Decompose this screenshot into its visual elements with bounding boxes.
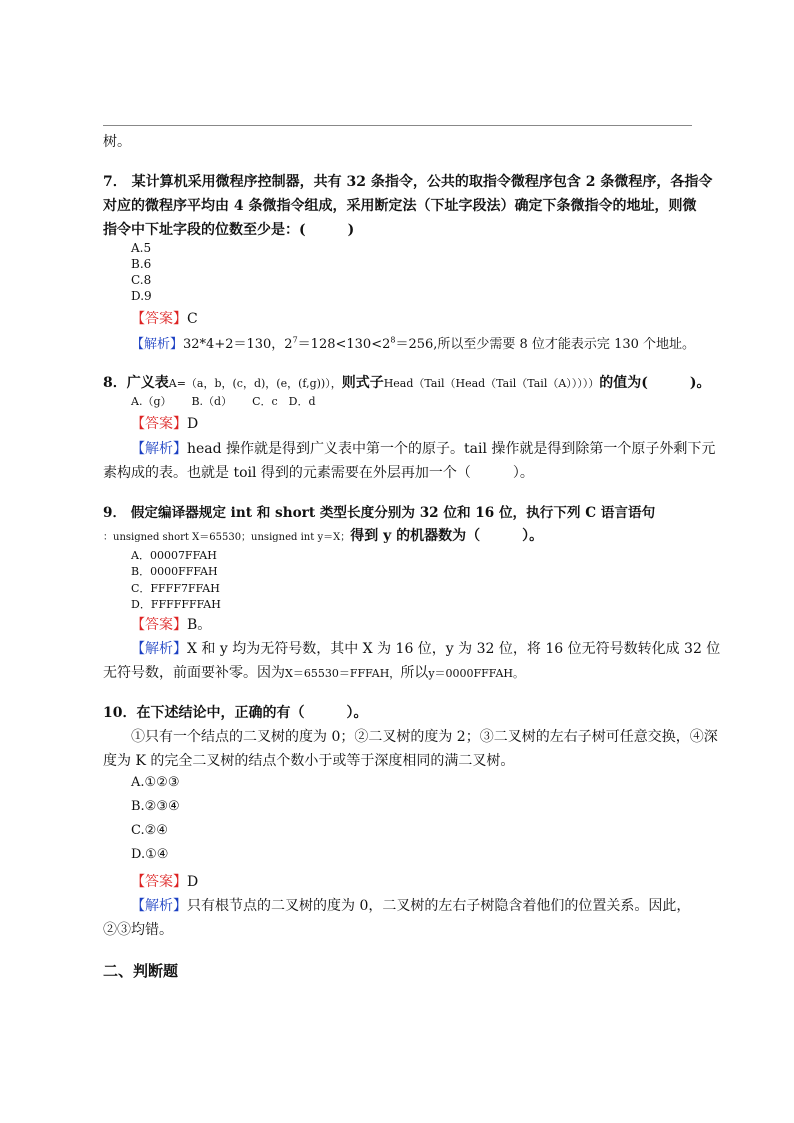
q10-option-c: C.②④: [131, 823, 168, 838]
superscript: 8: [390, 335, 396, 345]
q9-option-a: A．00007FFAH: [131, 549, 217, 562]
analysis-text: ＝128<130<2: [297, 337, 391, 352]
q9-analysis-line2: [103, 662, 524, 682]
intro-text: 树。: [103, 134, 131, 150]
q7-stem-line3: 指令中下址字段的位数至少是：( ): [103, 222, 355, 238]
q10-analysis-line1: [131, 895, 690, 915]
answer-tag: 【答案】: [131, 416, 187, 432]
stem-text: 得到 y 的机器数为（ ）。: [350, 528, 544, 544]
stem-text: 的值为( )。: [599, 375, 711, 391]
analysis-tag: 【解析】: [131, 441, 187, 457]
q10-stem: 10．在下述结论中，正确的有（ ）。: [103, 705, 368, 721]
q7-analysis: [131, 333, 695, 352]
analysis-text: 32*4+2＝130，2: [183, 337, 293, 352]
superscript: 7: [292, 335, 298, 345]
q9-stem-line1: 9． 假定编译器规定 int 和 short 类型长度分别为 32 位和 16 位，执行下列 C 语言语句: [103, 505, 656, 521]
answer-tag: 【答案】: [131, 874, 187, 890]
q10-option-b: B.②③④: [131, 799, 180, 814]
q7-option-b: B.6: [131, 257, 152, 271]
q7-option-a: A.5: [131, 241, 152, 255]
analysis-expression: y＝0000FFFAH。: [428, 667, 524, 680]
q10-option-a: A.①②③: [131, 775, 180, 790]
stem-text: 则式子: [341, 375, 384, 391]
q8-analysis-line1: [131, 438, 715, 458]
question-number: 8．: [103, 375, 127, 391]
q7-option-c: C.8: [131, 273, 152, 287]
q10-option-d: D.①④: [131, 847, 169, 862]
q7-stem-line1: 7． 某计算机采用微程序控制器，共有 32 条指令，公共的取指令微程序包含 2 条微程序，各指令: [103, 174, 713, 190]
answer-tag: 【答案】: [131, 311, 187, 327]
section-heading: 二、判断题: [103, 962, 179, 980]
q9-answer: [131, 614, 211, 634]
q8-options: A.（g） B.（d） C．c D．d: [131, 395, 316, 408]
stem-expression: A=（a，b，(c，d)，(e，(f,g))），: [168, 377, 342, 390]
analysis-tag: 【解析】: [131, 898, 187, 914]
q9-option-d: D．FFFFFFFAH: [131, 598, 221, 611]
q10-analysis-line2: ②③均错。: [103, 922, 173, 938]
answer-value: B。: [187, 617, 212, 633]
q10-body-line2: 度为 K 的完全二叉树的结点个数小于或等于深度相同的满二叉树。: [103, 753, 515, 769]
q7-option-d: D.9: [131, 289, 152, 303]
q10-body-line1: ①只有一个结点的二叉树的度为 0；②二叉树的度为 2；③二叉树的左右子树可任意交换，④深: [131, 729, 718, 745]
analysis-expression: X＝65530＝FFFAH，: [285, 667, 401, 680]
q10-answer: [131, 871, 198, 891]
q9-option-c: C．FFFF7FFAH: [131, 582, 220, 595]
analysis-text: X 和 y 均为无符号数，其中 X 为 16 位，y 为 32 位，将 16 位无符号数转化成 32 位: [187, 641, 721, 657]
analysis-tag: 【解析】: [131, 337, 184, 352]
q8-answer: [131, 413, 198, 433]
q7-answer: [131, 308, 198, 328]
stem-expression: Head（Tail（Head（Tail（Tail（A）））））: [383, 377, 600, 390]
analysis-text: 所以: [400, 665, 429, 681]
analysis-text: ＝256,所以至少需要 8 位才能表示完 130 个地址。: [395, 337, 696, 352]
q8-stem: [103, 372, 711, 392]
stem-code: ：unsigned short X＝65530；unsigned int y＝X；: [103, 532, 351, 543]
analysis-text: head 操作就是得到广义表中第一个的原子。tail 操作就是得到除第一个原子外剩下元: [187, 441, 716, 457]
analysis-text: 无符号数，前面要补零。因为: [103, 665, 285, 681]
q9-stem-line2: [103, 525, 543, 545]
header-rule: [103, 125, 692, 126]
q9-option-b: B．0000FFFAH: [131, 565, 218, 578]
q7-stem-line2: 对应的微程序平均由 4 条微指令组成，采用断定法（下址字段法）确定下条微指令的地址，则微: [103, 198, 697, 214]
answer-value: C: [187, 311, 198, 327]
q9-analysis-line1: [131, 638, 720, 658]
stem-text: 广义表: [126, 375, 169, 391]
analysis-text: 只有根节点的二叉树的度为 0，二叉树的左右子树隐含着他们的位置关系。因此，: [187, 898, 691, 914]
answer-tag: 【答案】: [131, 617, 187, 633]
answer-value: D: [187, 416, 199, 432]
answer-value: D: [187, 874, 199, 890]
analysis-tag: 【解析】: [131, 641, 187, 657]
q8-analysis-line2: 素构成的表。也就是 toil 得到的元素需要在外层再加一个（ ）。: [103, 465, 534, 481]
